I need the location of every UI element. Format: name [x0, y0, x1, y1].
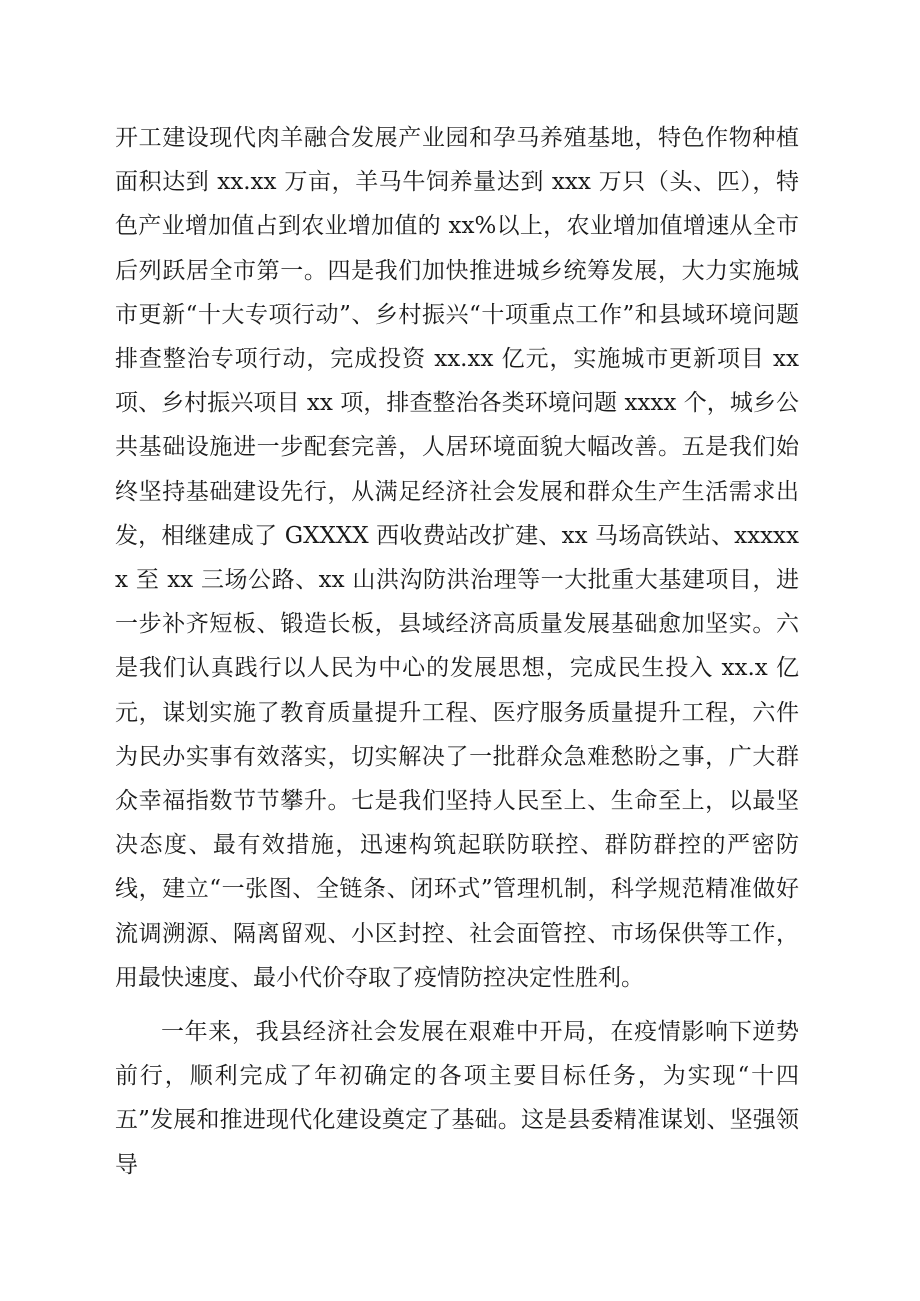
- document-body: [115, 116, 799, 1187]
- paragraph-1: 开工建设现代肉羊融合发展产业园和孕马养殖基地，特色作物种植面积达到 xx.xx 万亩，羊马牛饲养量达到 xxx 万只（头、匹），特色产业增加值占到农业增加值的 xx%以上，农业增加值增速从全市后列跃居全市第一。四是我们加快推进城乡统筹发展，大力实施城市更新“十大专项行动”、乡村振兴“十项重点工作”和县域环境问题排查整治专项行动，完成投资 xx.xx 亿元，实施城市更新项目 xx 项、乡村振兴项目 xx 项，排查整治各类环境问题 xxxx 个，城乡公共基础设施进一步配套完善，人居环境面貌大幅改善。五是我们始终坚持基础建设先行，从满足经济社会发展和群众生产生活需求出发，相继建成了 GXXXX 西收费站改扩建、xx 马场高铁站、xxxxxx 至 xx 三场公路、xx 山洪沟防洪治理等一大批重大基建项目，进一步补齐短板、锻造长板，县域经济高质量发展基础愈加坚实。六是我们认真践行以人民为中心的发展思想，完成民生投入 xx.x 亿元，谋划实施了教育质量提升工程、医疗服务质量提升工程，六件为民办实事有效落实，切实解决了一批群众急难愁盼之事，广大群众幸福指数节节攀升。七是我们坚持人民至上、生命至上，以最坚决态度、最有效措施，迅速构筑起联防联控、群防群控的严密防线，建立“一张图、全链条、闭环式”管理机制，科学规范精准做好流调溯源、隔离留观、小区封控、社会面管控、市场保供等工作，用最快速度、最小代价夺取了疫情防控决定性胜利。: [115, 125, 799, 991]
- paragraph-2: 一年来，我县经济社会发展在艰难中开局，在疫情影响下逆势前行，顺利完成了年初确定的各项主要目标任务，为实现“十四五”发展和推进现代化建设奠定了基础。这是县委精准谋划、坚强领导: [115, 1019, 799, 1178]
